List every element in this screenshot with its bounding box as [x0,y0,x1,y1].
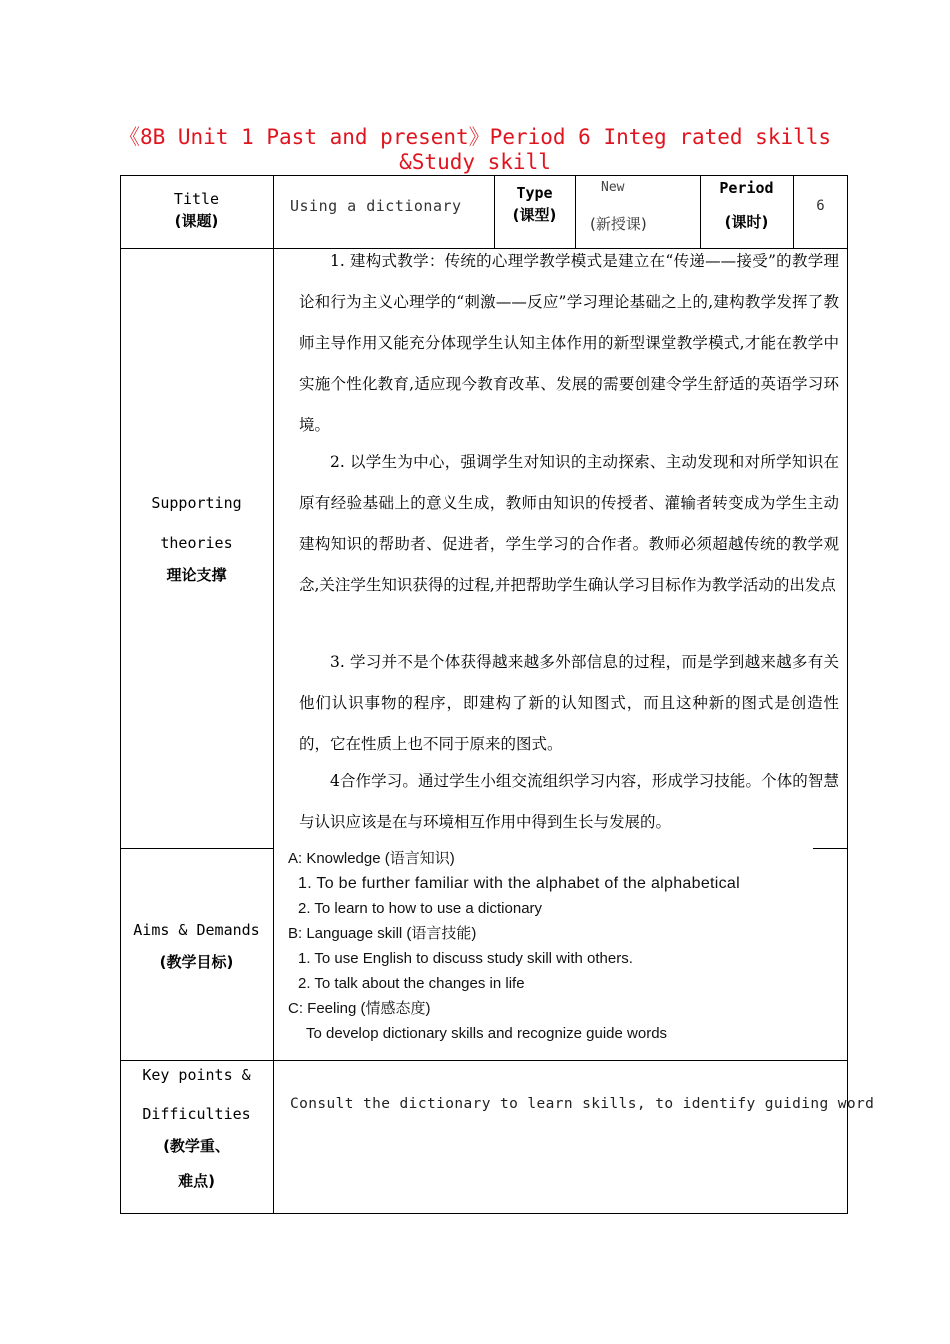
aims-knowledge-item-2: 2. To learn to how to use a dictionary [298,900,543,917]
aims-feeling-heading: C: Feeling (情感态度) [288,1000,431,1017]
aims-feeling-item-1: To develop dictionary skills and recognize guide words [306,1025,668,1042]
column-divider [273,175,274,1214]
keypoints-label-cell [120,1066,273,1191]
theories-label-en-2: theories [160,534,233,552]
aims-skill-item-1: 1. To use English to discuss study skill with others. [298,950,633,967]
theories-label-en-1: Supporting [151,494,242,512]
title-value: Using a dictionary [290,197,462,215]
type-label-cn: (课型) [512,206,557,224]
document-title-line-1: 《8B Unit 1 Past and present》Period 6 Integ rated skills [118,125,832,149]
theory-paragraph-4 [299,761,839,843]
type-label-cell [494,184,575,225]
keypoints-value: Consult the dictionary to learn skills, to identify guiding word [290,1096,875,1112]
keypoints-label-en-1: Key points & [142,1066,251,1084]
theory-paragraph-3-text: 3. 学习并不是个体获得越来越多外部信息的过程，而是学到越来越多有关他们认识事物的程序，即建构了新的认知图式，而且这种新的图式是创造性的，它在性质上也不同于原来的图式。 [299,653,839,753]
aims-skill-item-2: 2. To talk about the changes in life [298,975,525,992]
aims-skill-heading: B: Language skill (语言技能) [288,925,477,942]
title-label-cn: (课题) [174,212,219,230]
type-value-en: New [601,180,625,195]
row-divider [813,848,848,849]
type-value-cn: (新授课) [590,215,647,233]
period-label-en: Period [719,179,774,197]
aims-knowledge-heading: A: Knowledge (语言知识) [288,850,455,867]
document-title-line-2: &Study skill [399,150,551,174]
title-label-cell [120,190,273,231]
theory-paragraph-1 [299,241,839,446]
aims-list [288,846,740,1046]
keypoints-label-en-2: Difficulties [142,1105,251,1123]
aims-knowledge-item-1: 1. To be further familiar with the alphabet of the alphabetical [298,875,740,892]
aims-label-cell [120,921,273,972]
period-value: 6 [816,198,825,214]
row-divider [120,1060,848,1061]
aims-label-cn: (教学目标) [159,953,234,971]
theory-paragraph-2 [299,442,839,606]
theory-paragraph-1-text: 1. 建构式教学：传统的心理学教学模式是建立在“传递——接受”的教学理论和行为主义心理学的“刺激——反应”学习理论基础之上的,建构教学发挥了教师主导作用又能充分体现学生认知主体作用的新型课堂教学模式,才能在教学中实施个性化教育,适应现今教育改革、发展的需要创建令学生舒适的英语学习环境。 [299,252,839,434]
theories-label-cell [120,494,273,585]
type-label-en: Type [516,184,553,202]
aims-label-en: Aims & Demands [133,921,260,939]
theories-label-cn: 理论支撑 [166,566,227,584]
theory-paragraph-2-text: 2. 以学生为中心，强调学生对知识的主动探索、主动发现和对所学知识在原有经验基础上的意义生成，教师由知识的传授者、灌输者转变成为学生主动建构知识的帮助者、促进者，学生学习的合作者。教师必须超越传统的教学观念,关注学生知识获得的过程,并把帮助学生确认学习目标作为教学活动的出发点 [299,453,839,594]
title-label-en: Title [173,190,220,208]
period-label-cell [700,179,793,232]
theory-paragraph-3 [299,642,839,765]
theory-paragraph-4-text: 4合作学习。通过学生小组交流组织学习内容，形成学习技能。个体的智慧与认识应该是在与环境相互作用中得到生长与发展的。 [299,772,839,831]
keypoints-label-cn-1: (教学重、 [163,1137,230,1155]
column-divider [575,175,576,248]
row-divider [120,848,273,849]
period-label-cn: (课时) [724,213,769,231]
keypoints-label-cn-2: 难点) [178,1172,215,1190]
